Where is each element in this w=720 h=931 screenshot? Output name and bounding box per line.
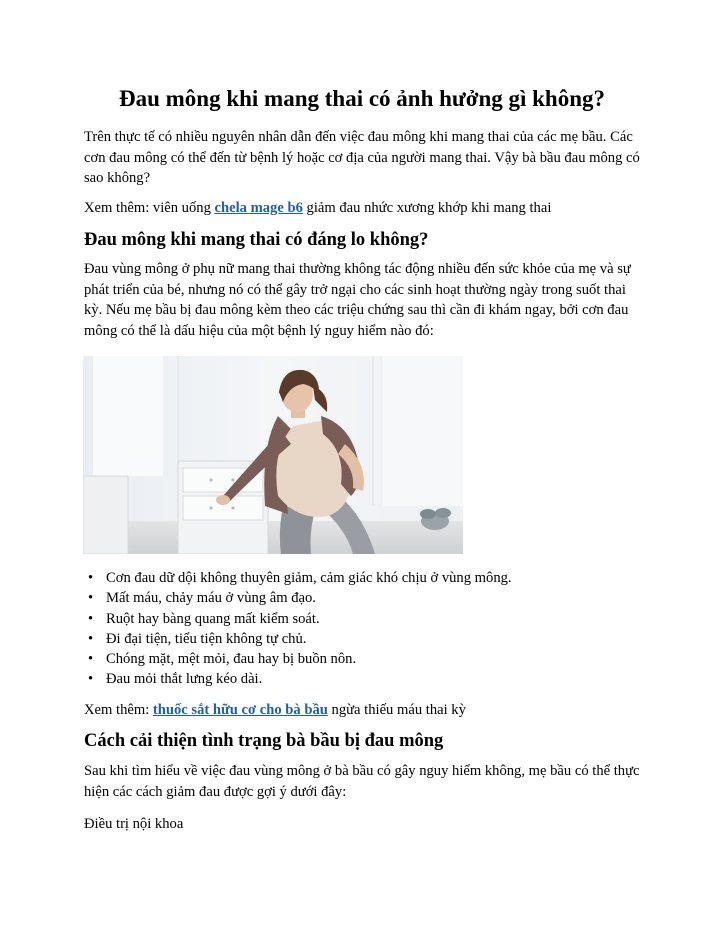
bullet-icon: • bbox=[88, 590, 94, 607]
section-heading-worry: Đau mông khi mang thai có đáng lo không? bbox=[84, 230, 429, 250]
see-more-prefix: Xem thêm: viên uống bbox=[84, 199, 215, 216]
see-more-prefix: Xem thêm: bbox=[84, 701, 153, 718]
list-item: • Chóng mặt, mệt mỏi, đau hay bị buồn nôn. bbox=[106, 649, 640, 669]
bullet-icon: • bbox=[88, 610, 94, 627]
see-more-line-1 bbox=[84, 198, 640, 219]
list-item: • Đi đại tiện, tiểu tiện không tự chủ. bbox=[106, 629, 640, 649]
intro-paragraph: Trên thực tế có nhiều nguyên nhân dẫn đến việc đau mông khi mang thai của các mẹ bầu. Các cơn đau mông có thể đến từ bệnh lý hoặc cơ địa của người mang thai. Vậy bà bầu đau mông có sao không? bbox=[84, 129, 640, 186]
section-paragraph-worry: Đau vùng mông ở phụ nữ mang thai thường không tác động nhiều đến sức khỏe của mẹ và sự phát triển của bé, nhưng nó có thể gây trở ngại cho các sinh hoạt thường ngày trong suốt thai kỳ. Nếu mẹ bầu bị đau mông kèm theo các triệu chứng sau thì cần đi khám ngay, bởi cơn đau mông có thể là dấu hiệu của một bệnh lý nguy hiểm nào đó: bbox=[84, 261, 631, 339]
bullet-icon: • bbox=[88, 630, 94, 647]
see-more-line-2 bbox=[84, 700, 640, 721]
symptom-list bbox=[84, 568, 640, 690]
subheading-internal-treatment: Điều trị nội khoa bbox=[84, 816, 184, 833]
document-page bbox=[84, 84, 640, 835]
list-item: • Ruột hay bàng quang mất kiểm soát. bbox=[106, 609, 640, 629]
pregnant-woman-photo bbox=[83, 356, 463, 554]
see-more-suffix: giảm đau nhức xương khớp khi mang thai bbox=[302, 199, 552, 216]
bullet-icon: • bbox=[88, 671, 94, 688]
list-item: • Cơn đau dữ dội không thuyên giảm, cảm giác khó chịu ở vùng mông. bbox=[106, 568, 640, 588]
list-item: • Mất máu, chảy máu ở vùng âm đạo. bbox=[106, 588, 640, 608]
bullet-icon: • bbox=[88, 570, 94, 586]
iron-supplement-link[interactable]: thuốc sắt hữu cơ cho bà bầu bbox=[152, 701, 328, 718]
page-title: Đau mông khi mang thai có ảnh hưởng gì không? bbox=[118, 86, 606, 111]
section-paragraph-improve: Sau khi tìm hiểu về việc đau vùng mông ở bà bầu có gây nguy hiểm không, mẹ bầu có thể thực hiện các cách giảm đau được gợi ý dưới đây: bbox=[84, 763, 640, 800]
section-heading-improve: Cách cải thiện tình trạng bà bầu bị đau mông bbox=[84, 731, 444, 752]
list-item: • Đau mỏi thắt lưng kéo dài. bbox=[106, 669, 640, 689]
chela-mage-b6-link[interactable]: chela mage b6 bbox=[214, 199, 303, 216]
bullet-icon: • bbox=[88, 651, 94, 668]
see-more-suffix: ngừa thiếu máu thai kỳ bbox=[327, 701, 466, 718]
